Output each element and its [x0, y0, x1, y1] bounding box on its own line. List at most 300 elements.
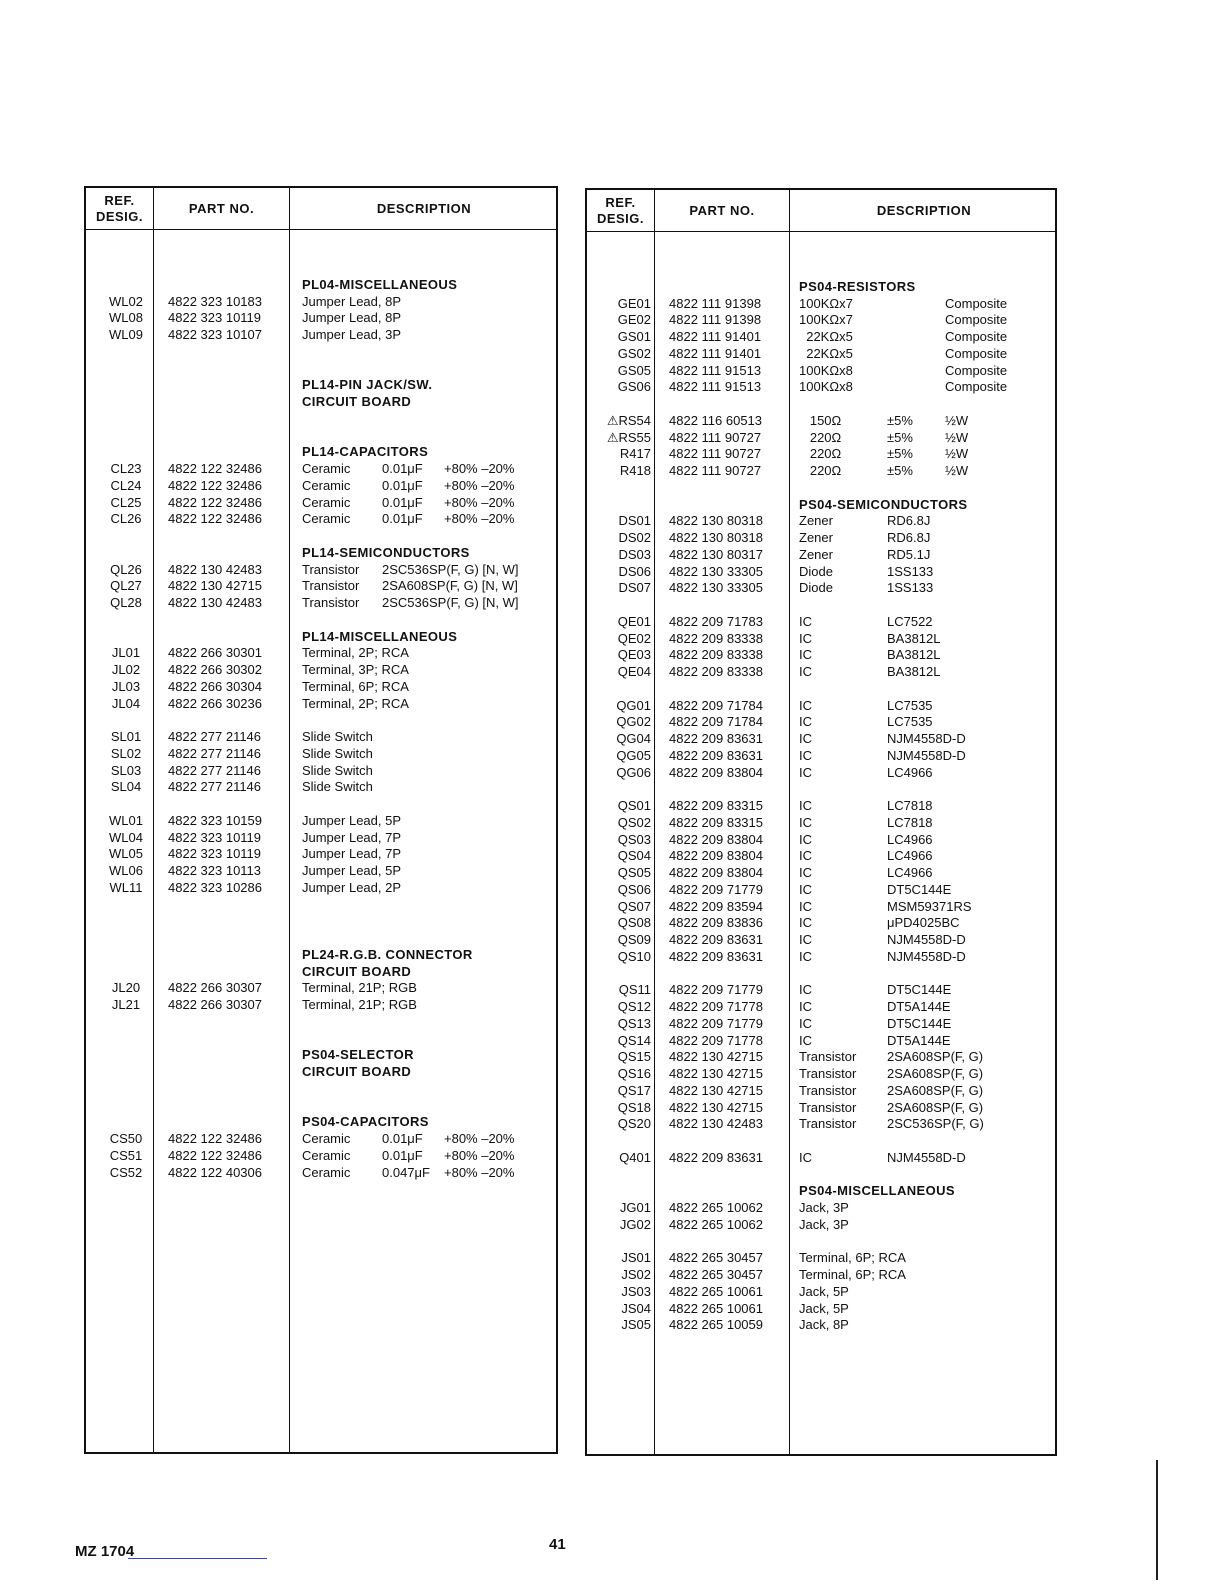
part-number-cell: 4822 265 30457 — [669, 1267, 763, 1282]
ref-desig-cell: JL01 — [111, 645, 141, 661]
description-cell: 100KΩx7 — [799, 295, 853, 311]
spacer-row — [86, 712, 556, 729]
table-row — [587, 446, 1055, 463]
value-cell: NJM4558D-D — [887, 932, 966, 947]
description-cell: Jumper Lead, 5P — [302, 812, 402, 828]
description-cell: Jumper Lead, 2P — [302, 879, 402, 895]
value-cell: LC7535 — [887, 697, 933, 713]
description-cell: Jack, 8P — [799, 1317, 849, 1333]
tolerance-cell: Composite — [945, 345, 1008, 361]
section-title: PL24-R.G.B. CONNECTOR — [302, 946, 473, 962]
ref-desig-cell: SL02 — [110, 745, 142, 761]
part-number-cell: 4822 209 71779 — [669, 982, 763, 998]
part-number-cell: 4822 130 42715 — [669, 1099, 763, 1115]
value-cell: RD6.8J — [887, 530, 931, 545]
part-number-cell: 4822 111 90727 — [669, 446, 762, 462]
part-number-cell: 4822 277 21146 — [168, 762, 262, 778]
table-row — [86, 997, 556, 1014]
table-row — [86, 696, 556, 713]
section-heading — [86, 377, 556, 394]
description-cell: IC — [799, 747, 812, 763]
description-cell: Transistor — [302, 595, 360, 610]
description-cell: Slide Switch — [302, 762, 373, 778]
table-row — [86, 779, 556, 796]
part-number-cell: 4822 266 30304 — [168, 678, 262, 694]
description-cell: IC — [799, 647, 812, 663]
ref-desig-cell: DS06 — [618, 563, 651, 579]
part-number-cell: 4822 265 10061 — [669, 1283, 763, 1299]
page-number: 41 — [549, 1536, 566, 1553]
description-cell: Jack, 3P — [799, 1200, 849, 1215]
value-cell: 1SS133 — [887, 580, 934, 596]
value-cell: DT5A144E — [887, 1032, 951, 1048]
table-row — [587, 1066, 1055, 1083]
part-number-cell: 4822 130 80318 — [669, 530, 763, 545]
part-number-cell: 4822 266 30302 — [168, 662, 262, 677]
value-cell: RD6.8J — [887, 513, 931, 529]
tolerance-cell: +80% –20% — [444, 511, 515, 527]
header-description: DESCRIPTION — [876, 202, 972, 218]
tolerance-cell: ½W — [945, 412, 969, 428]
description-cell: Ceramic — [302, 477, 351, 493]
value-cell: ±5% — [887, 463, 913, 478]
table-row — [587, 1150, 1055, 1167]
table-row — [587, 1200, 1055, 1217]
ref-desig-cell: QS07 — [617, 898, 651, 914]
table-row — [86, 478, 556, 495]
part-number-cell: 4822 209 83804 — [669, 764, 763, 780]
ref-desig-cell: CL24 — [110, 477, 142, 493]
part-number-cell: 4822 323 10159 — [168, 812, 262, 828]
ref-desig-cell: JL03 — [111, 678, 141, 694]
section-title: PS04-CAPACITORS — [302, 1114, 429, 1130]
table-row — [587, 513, 1055, 530]
part-number-cell: 4822 130 80317 — [669, 546, 763, 562]
table-row — [86, 1148, 556, 1165]
tolerance-cell: +80% –20% — [444, 1164, 515, 1180]
part-number-cell: 4822 209 83631 — [669, 731, 763, 746]
value-cell: DT5A144E — [887, 999, 951, 1014]
value-cell: 2SA608SP(F, G) — [887, 1099, 984, 1115]
part-number-cell: 4822 209 71779 — [669, 881, 763, 897]
description-cell: Jumper Lead, 8P — [302, 293, 402, 309]
table-row — [86, 662, 556, 679]
spacer-row — [587, 966, 1055, 983]
part-number-cell: 4822 323 10119 — [168, 846, 262, 862]
table-row — [86, 679, 556, 696]
description-cell: IC — [799, 664, 812, 679]
ref-desig-cell: QE03 — [617, 647, 651, 663]
part-number-cell: 4822 116 60513 — [669, 412, 763, 428]
table-row — [86, 595, 556, 612]
table-row — [587, 765, 1055, 782]
ref-desig-cell: QS01 — [617, 798, 651, 813]
table-row — [587, 1083, 1055, 1100]
ref-desig-cell: GS06 — [617, 379, 651, 395]
ref-desig-cell: QS10 — [617, 948, 651, 964]
tolerance-cell: ½W — [945, 429, 969, 445]
value-cell: 0.01μF — [382, 1147, 423, 1163]
ref-desig-cell: QS06 — [617, 881, 651, 897]
header-part-no: PART NO. — [689, 202, 755, 218]
value-cell: ±5% — [887, 429, 913, 445]
table-row — [587, 547, 1055, 564]
description-cell: Jumper Lead, 7P — [302, 846, 402, 862]
table-row — [587, 899, 1055, 916]
tolerance-cell: +80% –20% — [444, 1147, 515, 1163]
table-row — [587, 731, 1055, 748]
spacer-row — [86, 612, 556, 629]
ref-desig-cell: QG06 — [616, 764, 651, 780]
tolerance-cell: +80% –20% — [444, 494, 515, 510]
table-row — [587, 346, 1055, 363]
part-number-cell: 4822 111 90727 — [669, 463, 762, 478]
table-row — [86, 562, 556, 579]
value-cell: 2SC536SP(F, G) [N, W] — [382, 595, 519, 610]
section-heading — [587, 279, 1055, 296]
spacer-row — [86, 428, 556, 445]
part-number-cell: 4822 209 83836 — [669, 915, 763, 931]
part-number-cell: 4822 130 42483 — [168, 561, 262, 577]
description-cell: Terminal, 2P; RCA — [302, 695, 409, 711]
spacer-row — [86, 1014, 556, 1031]
ref-desig-cell: SL01 — [110, 729, 142, 744]
part-number-cell: 4822 266 30301 — [168, 645, 262, 661]
part-number-cell: 4822 323 10286 — [168, 879, 262, 895]
part-number-cell: 4822 209 83315 — [669, 814, 763, 830]
value-cell: NJM4558D-D — [887, 948, 966, 964]
ref-desig-cell: SL04 — [110, 779, 142, 795]
spacer-row — [86, 796, 556, 813]
spacer-row — [86, 361, 556, 378]
table-row — [86, 763, 556, 780]
description-cell: Zener — [799, 513, 833, 529]
ref-desig-cell: CL26 — [110, 511, 142, 527]
ref-desig-cell: WL05 — [109, 846, 143, 862]
part-number-cell: 4822 209 71783 — [669, 613, 763, 629]
table-row — [587, 748, 1055, 765]
description-cell: IC — [799, 865, 812, 880]
table-row — [587, 296, 1055, 313]
header-ref-desig: REF. DESIG. — [596, 194, 645, 226]
ref-desig-cell: DS01 — [618, 513, 651, 529]
spacer-row — [587, 597, 1055, 614]
ref-desig-cell: QG02 — [616, 714, 651, 730]
description-cell: Terminal, 6P; RCA — [799, 1250, 906, 1266]
ref-desig-cell: QG05 — [616, 747, 651, 763]
part-number-cell: 4822 209 71779 — [669, 1015, 763, 1031]
spacer-row — [587, 1234, 1055, 1251]
description-cell: Jumper Lead, 3P — [302, 327, 402, 342]
value-cell: 0.01μF — [382, 511, 423, 527]
section-title: PL14-PIN JACK/SW. — [302, 377, 433, 393]
value-cell: DT5C144E — [887, 982, 952, 998]
footer-rule — [128, 1558, 267, 1559]
part-number-cell: 4822 122 32486 — [168, 1147, 262, 1163]
ref-desig-cell: JS05 — [621, 1317, 651, 1333]
section-title: PL14-SEMICONDUCTORS — [302, 544, 470, 560]
table-row — [587, 882, 1055, 899]
ref-desig-cell: QS03 — [617, 831, 651, 847]
section-title: PS04-SELECTOR — [302, 1047, 414, 1063]
part-number-cell: 4822 265 10059 — [669, 1317, 763, 1333]
value-cell: 0.01μF — [382, 494, 423, 510]
table-row — [587, 530, 1055, 547]
description-cell: Diode — [799, 563, 833, 579]
table-row — [86, 511, 556, 528]
ref-desig-cell: DS07 — [618, 580, 651, 596]
table-row — [587, 413, 1055, 430]
table-row — [587, 1049, 1055, 1066]
table-row — [587, 1033, 1055, 1050]
description-cell: Transistor — [799, 1082, 857, 1098]
tolerance-cell: Composite — [945, 329, 1008, 344]
description-cell: Zener — [799, 546, 833, 562]
header-part-no: PART NO. — [188, 200, 255, 216]
spacer-row — [587, 262, 1055, 279]
ref-desig-cell: WL04 — [109, 829, 143, 845]
ref-desig-cell: JL20 — [111, 980, 141, 996]
table-row — [86, 310, 556, 327]
description-cell: Jumper Lead, 5P — [302, 863, 402, 878]
ref-desig-cell: JG01 — [619, 1200, 651, 1215]
section-heading — [86, 545, 556, 562]
part-number-cell: 4822 209 83338 — [669, 630, 763, 646]
table-row — [86, 830, 556, 847]
ref-desig-cell: QE02 — [617, 630, 651, 646]
table-row — [587, 1267, 1055, 1284]
part-number-cell: 4822 323 10119 — [168, 310, 262, 326]
part-number-cell: 4822 111 91398 — [669, 312, 762, 328]
ref-desig-cell: GE01 — [617, 295, 651, 311]
part-number-cell: 4822 111 91401 — [669, 329, 762, 344]
table-row — [587, 1284, 1055, 1301]
description-cell: Terminal, 21P; RGB — [302, 997, 417, 1012]
ref-desig-cell: QE04 — [617, 664, 651, 679]
table-row — [587, 379, 1055, 396]
ref-desig-cell: WL08 — [109, 310, 143, 326]
table-row — [587, 580, 1055, 597]
section-title: PL14-MISCELLANEOUS — [302, 628, 458, 644]
ref-desig-cell: WL06 — [109, 863, 143, 878]
table-row — [587, 932, 1055, 949]
part-number-cell: 4822 209 83338 — [669, 664, 763, 679]
ref-desig-cell: QS08 — [617, 915, 651, 931]
description-cell: IC — [799, 731, 812, 746]
spacer-row — [86, 528, 556, 545]
value-cell: DT5C144E — [887, 881, 952, 897]
section-title: CIRCUIT BOARD — [302, 1064, 412, 1079]
section-heading — [86, 1064, 556, 1081]
tolerance-cell: +80% –20% — [444, 1131, 515, 1146]
ref-desig-cell: QS18 — [617, 1099, 651, 1115]
tolerance-cell: +80% –20% — [444, 477, 515, 493]
spacer-row — [86, 1098, 556, 1115]
table-row — [587, 329, 1055, 346]
left-parts-table — [84, 186, 558, 1454]
value-cell: ±5% — [887, 446, 913, 462]
description-cell: IC — [799, 1149, 812, 1165]
part-number-cell: 4822 323 10113 — [168, 863, 262, 878]
ref-desig-cell: QE01 — [617, 613, 651, 629]
ref-desig-cell: WL11 — [109, 879, 143, 895]
section-heading — [86, 444, 556, 461]
description-cell: 100KΩx8 — [799, 379, 853, 395]
ref-desig-cell: CS51 — [109, 1147, 143, 1163]
section-heading — [587, 497, 1055, 514]
part-number-cell: 4822 209 83315 — [669, 798, 763, 813]
value-cell: 0.047μF — [382, 1164, 430, 1180]
value-cell: LC4966 — [887, 831, 933, 847]
ref-desig-cell: QS02 — [617, 814, 651, 830]
ref-desig-cell: Q401 — [619, 1149, 651, 1165]
description-cell: IC — [799, 814, 812, 830]
description-cell: Zener — [799, 530, 833, 545]
description-cell: Terminal, 21P; RGB — [302, 980, 417, 996]
description-cell: IC — [799, 932, 812, 947]
part-number-cell: 4822 323 10183 — [168, 293, 262, 309]
table-row — [86, 1165, 556, 1182]
value-cell: BA3812L — [887, 664, 941, 679]
description-cell: 22KΩx5 — [799, 329, 853, 344]
part-number-cell: 4822 266 30307 — [168, 997, 262, 1012]
description-cell: Slide Switch — [302, 729, 373, 744]
spacer-row — [587, 480, 1055, 497]
table-row — [587, 463, 1055, 480]
part-number-cell: 4822 209 83631 — [669, 747, 763, 763]
description-cell: Jack, 5P — [799, 1300, 849, 1316]
description-cell: IC — [799, 798, 812, 813]
ref-desig-cell: GS05 — [617, 362, 651, 378]
spacer-row — [86, 913, 556, 930]
table-row — [587, 1250, 1055, 1267]
ref-desig-cell: QS11 — [618, 982, 651, 998]
description-cell: IC — [799, 898, 812, 914]
part-number-cell: 4822 277 21146 — [168, 779, 262, 795]
description-cell: IC — [799, 999, 812, 1014]
ref-desig-cell: QS14 — [617, 1032, 651, 1048]
description-cell: Terminal, 6P; RCA — [799, 1267, 906, 1282]
part-number-cell: 4822 209 83804 — [669, 865, 763, 880]
table-row — [587, 815, 1055, 832]
description-cell: 100KΩx8 — [799, 362, 853, 378]
table-row — [587, 1116, 1055, 1133]
description-cell: Transistor — [302, 578, 360, 594]
ref-desig-cell: QG01 — [616, 697, 651, 713]
description-cell: Transistor — [799, 1066, 857, 1081]
part-number-cell: 4822 130 33305 — [669, 563, 763, 579]
ref-desig-cell: JS02 — [621, 1267, 651, 1282]
part-number-cell: 4822 209 83631 — [669, 1149, 763, 1165]
table-row — [587, 614, 1055, 631]
ref-desig-cell: JS03 — [621, 1283, 651, 1299]
table-row — [86, 813, 556, 830]
ref-desig-cell: CL23 — [110, 461, 142, 476]
description-cell: Jumper Lead, 7P — [302, 829, 402, 845]
spacer-row — [86, 930, 556, 947]
description-cell: 150Ω — [799, 412, 842, 428]
section-title: PL14-CAPACITORS — [302, 444, 429, 460]
value-cell: LC4966 — [887, 848, 933, 864]
description-cell: IC — [799, 1015, 812, 1031]
value-cell: 2SA608SP(F, G) — [887, 1066, 984, 1081]
description-cell: Ceramic — [302, 461, 351, 476]
ref-desig-cell: WL09 — [109, 327, 143, 342]
ref-desig-cell: WL01 — [109, 812, 143, 828]
spacer-row — [86, 344, 556, 361]
description-cell: Ceramic — [302, 511, 351, 527]
part-number-cell: 4822 111 91398 — [669, 295, 762, 311]
description-cell: IC — [799, 697, 812, 713]
part-number-cell: 4822 209 71778 — [669, 1032, 763, 1048]
spacer-row — [86, 897, 556, 914]
value-cell: LC4966 — [887, 865, 933, 880]
ref-desig-cell: QS20 — [617, 1116, 651, 1132]
description-cell: IC — [799, 848, 812, 864]
spacer-row — [587, 396, 1055, 413]
part-number-cell: 4822 111 91513 — [669, 379, 762, 395]
ref-desig-cell: CS52 — [109, 1164, 143, 1180]
table-row — [587, 1016, 1055, 1033]
ref-desig-cell: GS02 — [617, 345, 651, 361]
part-number-cell: 4822 323 10107 — [168, 327, 262, 342]
ref-desig-cell: JS01 — [621, 1250, 651, 1266]
edge-rule — [1156, 1460, 1158, 1580]
value-cell: NJM4558D-D — [887, 731, 966, 746]
table-row — [86, 880, 556, 897]
part-number-cell: 4822 130 42715 — [168, 578, 262, 594]
table-row — [587, 798, 1055, 815]
spacer-row — [86, 411, 556, 428]
section-heading — [86, 1047, 556, 1064]
value-cell: LC7818 — [887, 798, 933, 813]
section-title: CIRCUIT BOARD — [302, 394, 412, 409]
value-cell: BA3812L — [887, 647, 941, 663]
part-number-cell: 4822 209 83631 — [669, 948, 763, 964]
part-number-cell: 4822 122 32486 — [168, 461, 262, 476]
part-number-cell: 4822 266 30236 — [168, 695, 262, 711]
tolerance-cell: Composite — [945, 295, 1008, 311]
part-number-cell: 4822 277 21146 — [168, 745, 262, 761]
part-number-cell: 4822 130 42715 — [669, 1066, 763, 1081]
value-cell: 2SC536SP(F, G) — [887, 1116, 984, 1132]
header-divider — [587, 231, 1055, 232]
ref-desig-cell: WL02 — [109, 293, 143, 309]
header-divider — [86, 229, 556, 230]
description-cell: Transistor — [302, 561, 360, 577]
value-cell: 2SC536SP(F, G) [N, W] — [382, 561, 519, 577]
ref-desig-cell: JL21 — [111, 997, 141, 1012]
part-number-cell: 4822 122 32486 — [168, 511, 262, 527]
part-number-cell: 4822 130 42715 — [669, 1049, 763, 1065]
table-row — [86, 461, 556, 478]
table-row — [587, 982, 1055, 999]
description-cell: 22KΩx5 — [799, 345, 853, 361]
ref-desig-cell: QS09 — [617, 932, 651, 947]
description-cell: Terminal, 2P; RCA — [302, 645, 409, 661]
value-cell: MSM59371RS — [887, 898, 972, 914]
part-number-cell: 4822 265 10062 — [669, 1216, 763, 1232]
ref-desig-cell: ⚠RS54 — [606, 412, 651, 428]
description-cell: Slide Switch — [302, 779, 373, 795]
table-row — [587, 363, 1055, 380]
ref-desig-cell: QS05 — [617, 865, 651, 880]
part-number-cell: 4822 209 71784 — [669, 714, 763, 730]
table-row — [587, 698, 1055, 715]
ref-desig-cell: QS17 — [617, 1082, 651, 1098]
ref-desig-cell: ⚠RS55 — [606, 429, 651, 445]
section-heading — [86, 629, 556, 646]
